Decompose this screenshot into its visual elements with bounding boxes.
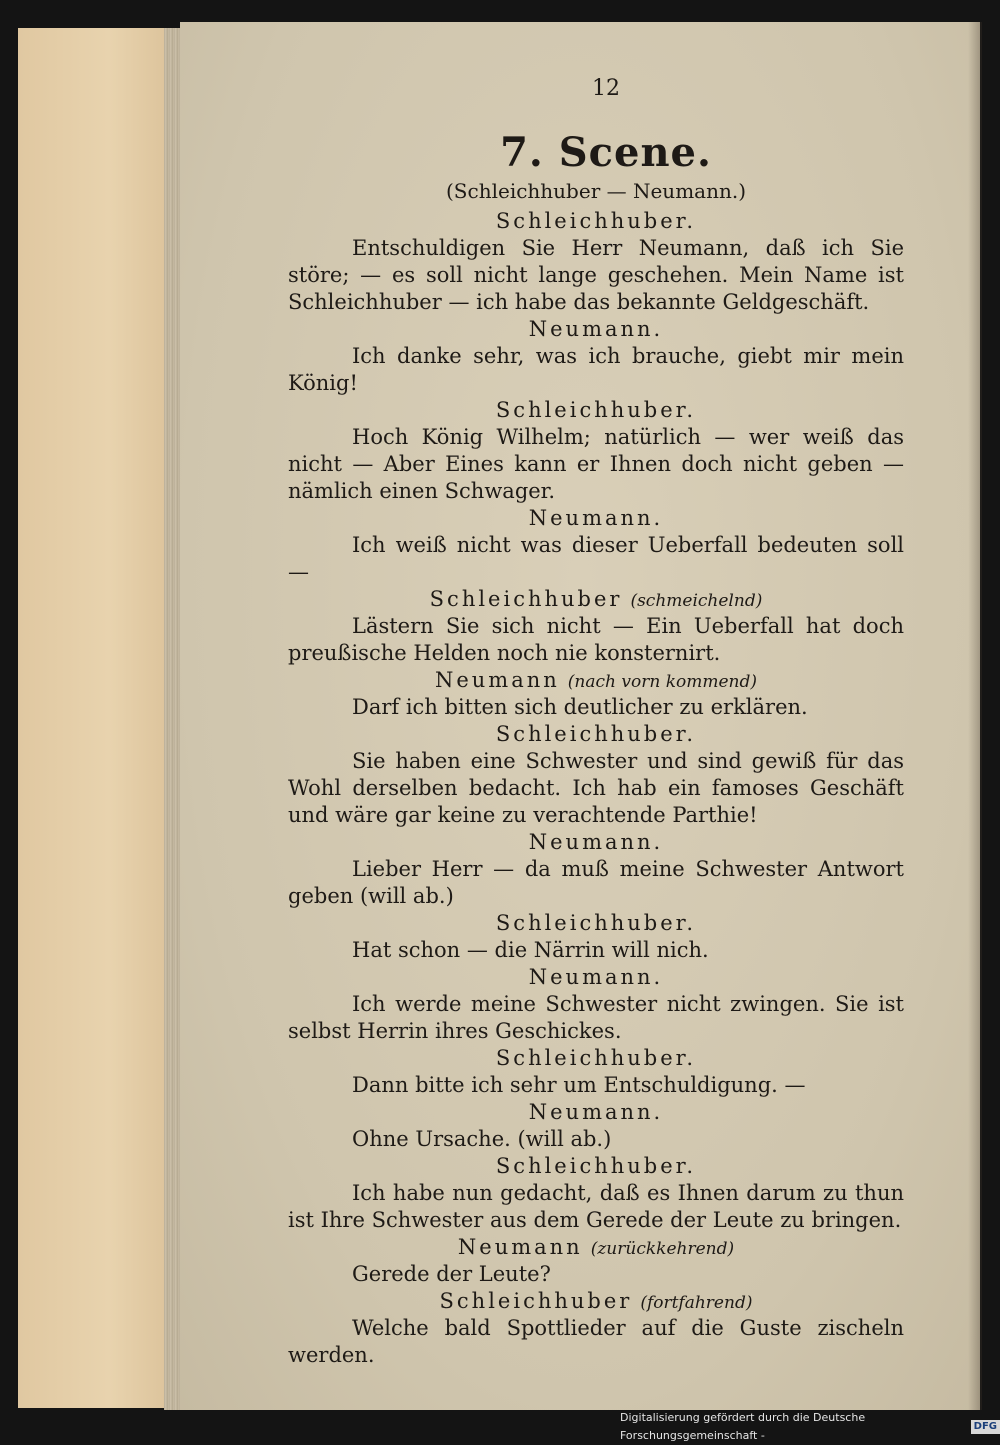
page-text (288, 72, 904, 1369)
dialogue-block (288, 1288, 904, 1369)
speaker-name: Neumann (nach vorn kommend) (434, 668, 758, 692)
speaker-name: Neumann. (528, 506, 664, 530)
dialogue-block (288, 208, 904, 316)
speech-text: Ohne Ursache. (will ab.) (352, 1127, 612, 1151)
speech-text: Gerede der Leute? (352, 1262, 551, 1286)
digitization-footer (620, 1411, 1000, 1442)
dialogue-block (288, 829, 904, 910)
dialogue-block (288, 910, 904, 964)
speaker-name: Neumann. (528, 965, 664, 989)
book-cover-left (18, 28, 170, 1408)
page-shadow (968, 22, 982, 1410)
speech-text: Ich habe nun gedacht, daß es Ihnen darum zu thun ist Ihre Schwester aus dem Gerede der Leute zu bringen. (288, 1181, 904, 1232)
dialogue-block (288, 397, 904, 505)
speaker-name: Neumann. (528, 830, 664, 854)
speaker-name: Schleichhuber. (495, 1046, 697, 1070)
dialogue-block (288, 667, 904, 721)
speech-text: Ich danke sehr, was ich brauche, giebt mir mein König! (288, 344, 904, 395)
dialogue-block (288, 1234, 904, 1288)
speech-text: Hoch König Wilhelm; natürlich — wer weiß das nicht — Aber Eines kann er Ihnen doch nicht geben — nämlich einen Schwager. (288, 425, 904, 503)
speech-text: Lieber Herr — da muß meine Schwester Antwort geben (will ab.) (288, 857, 904, 908)
dialogue-block (288, 316, 904, 397)
speech-text: Darf ich bitten sich deutlicher zu erklären. (352, 695, 808, 719)
speaker-name: Schleichhuber. (495, 1154, 697, 1178)
stage-direction: (nach vorn kommend) (567, 672, 758, 692)
dialogue-block (288, 1099, 904, 1153)
speaker-name: Schleichhuber. (495, 398, 697, 422)
page-number: 12 (592, 76, 620, 101)
digitization-credit: Digitalisierung gefördert durch die Deutsche Forschungsgemeinschaft - (620, 1411, 866, 1442)
speaker-name: Schleichhuber (fortfahrend) (439, 1289, 753, 1313)
dialogue-block (288, 1045, 904, 1099)
scene-cast: (Schleichhuber — Neumann.) (446, 179, 746, 203)
speech-text: Ich weiß nicht was dieser Ueberfall bedeuten soll — (288, 533, 904, 584)
speaker-name: Schleichhuber. (495, 911, 697, 935)
speech-text: Hat schon — die Närrin will nich. (352, 938, 709, 962)
stage-direction: (zurückkehrend) (590, 1239, 735, 1259)
speaker-name: Neumann (zurückkehrend) (457, 1235, 735, 1259)
speech-text: Lästern Sie sich nicht — Ein Ueberfall hat doch preußische Helden noch nie konsternirt. (288, 614, 904, 665)
speaker-name: Schleichhuber. (495, 209, 697, 233)
speech-text: Entschuldigen Sie Herr Neumann, daß ich Sie störe; — es soll nicht lange geschehen. Mein Name ist Schleichhuber — ich habe das bekannte Geldgeschäft. (288, 236, 904, 314)
speaker-name: Schleichhuber (schmeichelnd) (429, 587, 763, 611)
stage-direction: (schmeichelnd) (630, 591, 763, 611)
speaker-name: Neumann. (528, 1100, 664, 1124)
speech-text: Sie haben eine Schwester und sind gewiß für das Wohl derselben bedacht. Ich hab ein famoses Geschäft und wäre gar keine zu verachtende Parthie! (288, 749, 904, 827)
speech-text: Ich werde meine Schwester nicht zwingen. Sie ist selbst Herrin ihres Geschickes. (288, 992, 904, 1043)
dialogue-block (288, 505, 904, 586)
dfg-logo: DFG (971, 1420, 1000, 1434)
stage-direction: (fortfahrend) (640, 1293, 753, 1313)
dialogue-block (288, 964, 904, 1045)
dialogue-block (288, 721, 904, 829)
dialogue-block (288, 586, 904, 667)
speaker-name: Neumann. (528, 317, 664, 341)
speech-text: Welche bald Spottlieder auf die Guste zischeln werden. (288, 1316, 904, 1367)
scene-title: 7. Scene. (500, 129, 712, 176)
speech-text: Dann bitte ich sehr um Entschuldigung. — (352, 1073, 806, 1097)
dialogue-block (288, 1153, 904, 1234)
speaker-name: Schleichhuber. (495, 722, 697, 746)
